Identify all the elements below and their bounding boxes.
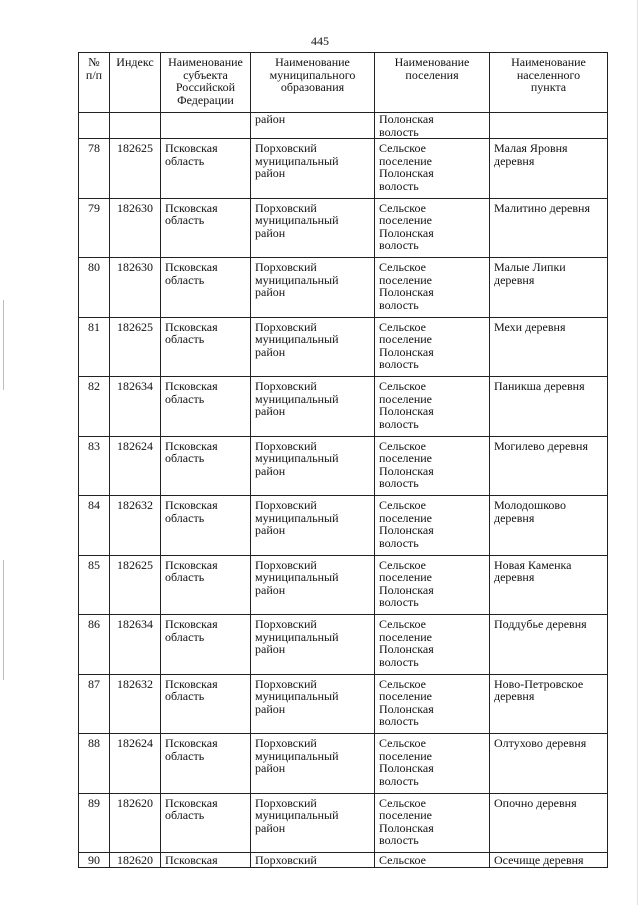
cell-number: 78: [79, 139, 110, 199]
cell-settlement: Сельское поселение Полонская волость: [375, 555, 490, 615]
table-row: [79, 853, 608, 868]
cell-index: 182620: [110, 853, 161, 868]
cell-locality: Новая Каменка деревня: [490, 555, 608, 615]
cell-index: 182625: [110, 139, 161, 199]
scan-edge-mark: [3, 560, 4, 680]
table-row: [79, 555, 608, 615]
table-row: [79, 198, 608, 258]
cell-locality: Олтухово деревня: [490, 734, 608, 794]
cell-number: 87: [79, 674, 110, 734]
cell-locality: Молодошково деревня: [490, 496, 608, 556]
cell-subject: Псковская область: [161, 496, 251, 556]
cell-index: 182634: [110, 615, 161, 675]
cell-municipality: Порховский муниципальный район: [251, 674, 375, 734]
cell-locality: Паникша деревня: [490, 377, 608, 437]
table-row: [79, 377, 608, 437]
cell-settlement: Сельское поселение Полонская волость: [375, 674, 490, 734]
cell-settlement: Сельское поселение Полонская волость: [375, 198, 490, 258]
cell-subject: Псковская область: [161, 674, 251, 734]
cell-subject: Псковская область: [161, 317, 251, 377]
cell-locality: Малые Липки деревня: [490, 258, 608, 318]
cell-number: 88: [79, 734, 110, 794]
cell-index: 182625: [110, 555, 161, 615]
cell-locality: Малитино деревня: [490, 198, 608, 258]
cell-municipality: Порховский муниципальный район: [251, 496, 375, 556]
cell-municipality: Порховский муниципальный район: [251, 615, 375, 675]
cell-subject: Псковская область: [161, 734, 251, 794]
cell-settlement: Сельское поселение Полонская волость: [375, 496, 490, 556]
cell-number: 82: [79, 377, 110, 437]
cell-subject: Псковская область: [161, 258, 251, 318]
cell-locality: Осечище деревня: [490, 853, 608, 868]
cell-settlement: Сельское поселение Полонская волость: [375, 139, 490, 199]
settlements-table: [78, 52, 608, 868]
scan-edge-rule: [637, 0, 638, 905]
header-locality: Наименование населенного пункта: [490, 53, 608, 113]
table-row: [79, 734, 608, 794]
cell-index: [110, 113, 161, 139]
table-row: [79, 139, 608, 199]
cell-subject: Псковская область: [161, 793, 251, 853]
cell-settlement: Сельское поселение Полонская волость: [375, 793, 490, 853]
cell-index: 182632: [110, 496, 161, 556]
cell-index: 182630: [110, 258, 161, 318]
cell-locality: [490, 113, 608, 139]
table-row: [79, 496, 608, 556]
cell-index: 182634: [110, 377, 161, 437]
cell-municipality: Порховский муниципальный район: [251, 198, 375, 258]
cell-subject: Псковская область: [161, 377, 251, 437]
cell-municipality: Порховский муниципальный район: [251, 139, 375, 199]
table-row: [79, 317, 608, 377]
table-row: [79, 615, 608, 675]
cell-locality: Поддубье деревня: [490, 615, 608, 675]
cell-municipality: Порховский муниципальный район: [251, 258, 375, 318]
cell-subject: Псковская: [161, 853, 251, 868]
cell-locality: Малая Яровня деревня: [490, 139, 608, 199]
cell-settlement: Сельское поселение Полонская волость: [375, 258, 490, 318]
cell-number: [79, 113, 110, 139]
table-row: [79, 674, 608, 734]
cell-settlement: Сельское поселение Полонская волость: [375, 377, 490, 437]
cell-number: 86: [79, 615, 110, 675]
header-index: Индекс: [110, 53, 161, 113]
table-header-row: [79, 53, 608, 113]
cell-number: 84: [79, 496, 110, 556]
cell-subject: Псковская область: [161, 615, 251, 675]
header-number: № п/п: [79, 53, 110, 113]
cell-municipality: Порховский муниципальный район: [251, 555, 375, 615]
header-municipality: Наименование муниципального образования: [251, 53, 375, 113]
cell-municipality: Порховский муниципальный район: [251, 377, 375, 437]
cell-municipality: Порховский муниципальный район: [251, 793, 375, 853]
cell-locality: Мехи деревня: [490, 317, 608, 377]
cell-municipality: Порховский муниципальный район: [251, 317, 375, 377]
header-subject: Наименование субъекта Российской Федерации: [161, 53, 251, 113]
cell-number: 79: [79, 198, 110, 258]
cell-number: 85: [79, 555, 110, 615]
cell-locality: Опочно деревня: [490, 793, 608, 853]
cell-subject: Псковская область: [161, 139, 251, 199]
cell-index: 182630: [110, 198, 161, 258]
cell-locality: Могилево деревня: [490, 436, 608, 496]
cell-index: 182625: [110, 317, 161, 377]
cell-municipality: Порховский муниципальный район: [251, 436, 375, 496]
continuation-row: [79, 113, 608, 139]
cell-municipality: район: [251, 113, 375, 139]
cell-number: 89: [79, 793, 110, 853]
cell-index: 182632: [110, 674, 161, 734]
cell-index: 182620: [110, 793, 161, 853]
page-number: 445: [311, 34, 329, 48]
table-row: [79, 436, 608, 496]
cell-settlement: Сельское поселение Полонская волость: [375, 436, 490, 496]
cell-subject: Псковская область: [161, 555, 251, 615]
cell-municipality: Порховский: [251, 853, 375, 868]
cell-index: 182624: [110, 734, 161, 794]
cell-settlement: Сельское: [375, 853, 490, 868]
table-row: [79, 258, 608, 318]
table-row: [79, 793, 608, 853]
cell-settlement: Сельское поселение Полонская волость: [375, 317, 490, 377]
cell-number: 90: [79, 853, 110, 868]
cell-settlement: Сельское поселение Полонская волость: [375, 615, 490, 675]
cell-index: 182624: [110, 436, 161, 496]
cell-municipality: Порховский муниципальный район: [251, 734, 375, 794]
cell-subject: [161, 113, 251, 139]
cell-subject: Псковская область: [161, 198, 251, 258]
header-settlement: Наименование поселения: [375, 53, 490, 113]
cell-number: 80: [79, 258, 110, 318]
cell-settlement: Полонская волость: [375, 113, 490, 139]
cell-number: 83: [79, 436, 110, 496]
cell-settlement: Сельское поселение Полонская волость: [375, 734, 490, 794]
cell-locality: Ново-Петровское деревня: [490, 674, 608, 734]
scan-edge-mark: [3, 300, 4, 390]
cell-subject: Псковская область: [161, 436, 251, 496]
cell-number: 81: [79, 317, 110, 377]
